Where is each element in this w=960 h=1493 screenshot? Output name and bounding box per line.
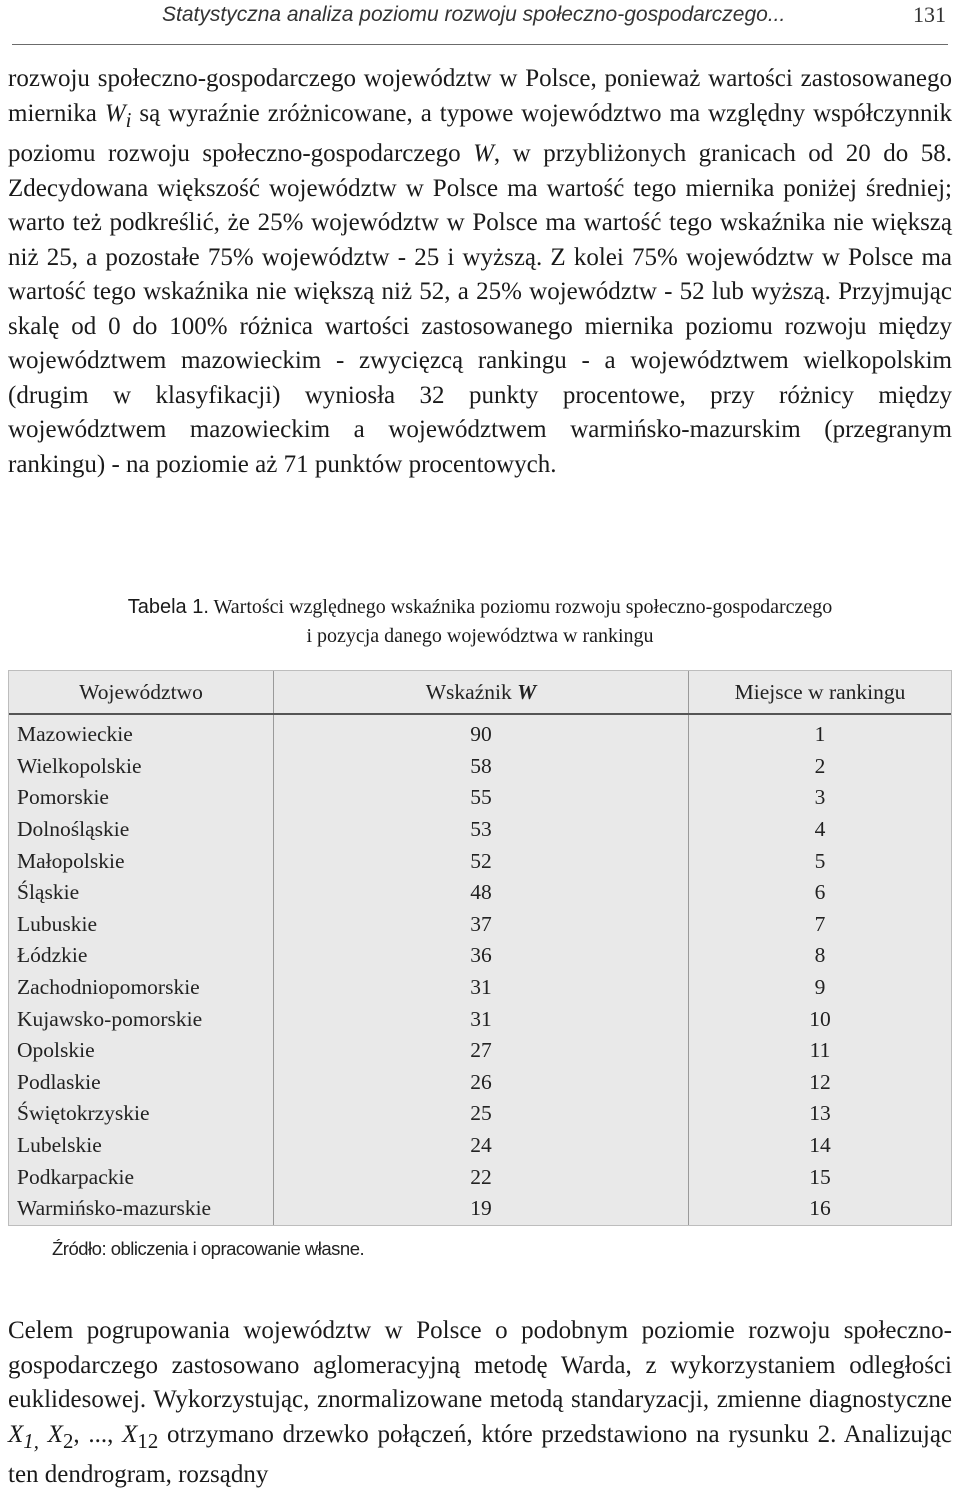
- header-indicator-label: Wskaźnik: [425, 679, 518, 704]
- cell-rank: 2: [689, 751, 952, 783]
- cell-rank: 9: [689, 972, 952, 1004]
- cell-indicator: 48: [274, 877, 689, 909]
- ranking-table: [8, 670, 952, 1226]
- cell-rank: 13: [689, 1098, 952, 1130]
- table-row: [9, 877, 951, 909]
- cell-indicator: 55: [274, 782, 689, 814]
- cell-indicator: 26: [274, 1067, 689, 1099]
- paragraph-text: są wyraźnie zróżnicowane, a typowe województwo ma względny współczynnik poziomu rozwoju społeczno-gospodarczego: [8, 99, 952, 167]
- cell-rank: 1: [689, 714, 952, 751]
- cell-voivodeship: Zachodniopomorskie: [17, 975, 200, 1000]
- cell-voivodeship: Pomorskie: [17, 785, 109, 810]
- cell-voivodeship: Śląskie: [17, 880, 80, 905]
- cell-voivodeship: Małopolskie: [17, 848, 125, 873]
- cell-voivodeship: Lubuskie: [17, 911, 98, 936]
- table-row: [9, 940, 951, 972]
- cell-rank: 10: [689, 1003, 952, 1035]
- paragraph-text: otrzymano drzewko połączeń, które przedstawiono na rysunku 2. Analizując ten dendrogram, rozsądny: [8, 1420, 953, 1488]
- cell-voivodeship: Warmińsko-mazurskie: [17, 1196, 212, 1221]
- cell-voivodeship: Podlaskie: [17, 1069, 101, 1094]
- paragraph-text: , w przybliżonych granicach od 20 do 58. Zdecydowana większość województw w Polsce ma wartość tego miernika poniżej średniej; warto też podkreślić, że 25% województw w Polsce ma wartość tego wskaźnika nie większą niż 25, a pozostałe 75% województw - 25 i wyższą. Z kolei 75% województw w Polsce ma wartość tego wskaźnika nie większą niż 52, a 25% województw - 52 lub wyższą. Przyjmując skalę od 0 do 100% różnica wartości zastosowanego miernika poziomu rozwoju między województwem mazowieckim - zwycięzcą rankingu - a województwem wielkopolskim (drugim w klasyfikacji) wyniosła 32 punkty procentowe, przy różnicy między województwem mazowieckim a województwem warmińsko-mazurskim (przegranym rankingu) - na poziomie aż 71 punktów procentowych.: [8, 140, 953, 478]
- variable-x: X: [47, 1420, 63, 1448]
- cell-indicator: 31: [274, 1003, 689, 1035]
- cell-voivodeship: Świętokrzyskie: [17, 1101, 150, 1126]
- cell-rank: 3: [689, 782, 952, 814]
- body-paragraph-1: [8, 62, 952, 482]
- cell-rank: 4: [689, 814, 952, 846]
- table-row: [9, 972, 951, 1004]
- table-row: [9, 1193, 951, 1225]
- separator: , ...,: [73, 1420, 123, 1448]
- table-row: [9, 909, 951, 941]
- cell-indicator: 37: [274, 909, 689, 941]
- table-row: [9, 782, 951, 814]
- cell-rank: 6: [689, 877, 952, 909]
- cell-indicator: 90: [274, 714, 689, 751]
- cell-rank: 14: [689, 1130, 952, 1162]
- subscript-i: i: [125, 107, 132, 132]
- cell-indicator: 25: [274, 1098, 689, 1130]
- cell-indicator: 24: [274, 1130, 689, 1162]
- cell-rank: 16: [689, 1193, 952, 1225]
- header-rank: Miejsce w rankingu: [689, 671, 952, 714]
- cell-indicator: 52: [274, 845, 689, 877]
- running-header: [12, 0, 948, 45]
- table-row: [9, 1067, 951, 1099]
- table-row: [9, 714, 951, 751]
- ranking-table-grid: [9, 671, 951, 1225]
- cell-indicator: 58: [274, 751, 689, 783]
- table-label: Tabela 1.: [127, 596, 209, 618]
- header-indicator: [274, 671, 689, 714]
- subscript: 2: [62, 1428, 74, 1453]
- cell-indicator: 22: [274, 1161, 689, 1193]
- table-row: [9, 1161, 951, 1193]
- separator: [39, 1421, 48, 1448]
- paragraph-text: Celem pogrupowania województw w Polsce o podobnym poziomie rozwoju społeczno-gospodarczego zastosowano aglomeracyjną metodę Warda, z wykorzystaniem odległości euklidesowej. Wykorzystując, znormalizowane metodą standaryzacji, zmienne diagnostyczne: [8, 1317, 952, 1413]
- cell-rank: 11: [689, 1035, 952, 1067]
- cell-indicator: 27: [274, 1035, 689, 1067]
- cell-indicator: 53: [274, 814, 689, 846]
- table-row: [9, 751, 951, 783]
- cell-voivodeship: Opolskie: [17, 1038, 95, 1063]
- cell-rank: 15: [689, 1161, 952, 1193]
- caption-line-2: i pozycja danego województwa w rankingu: [306, 625, 654, 647]
- cell-voivodeship: Mazowieckie: [17, 722, 133, 747]
- table-row: [9, 1035, 951, 1067]
- cell-rank: 7: [689, 909, 952, 941]
- variable-x: X: [8, 1420, 24, 1448]
- variable-w: W: [473, 140, 494, 167]
- running-title: Statystyczna analiza poziomu rozwoju społeczno-gospodarczego...: [162, 3, 786, 26]
- page-number: 131: [913, 2, 946, 27]
- cell-voivodeship: Dolnośląskie: [17, 817, 130, 842]
- header-indicator-var: W: [517, 679, 537, 704]
- cell-rank: 8: [689, 940, 952, 972]
- variable-x: X: [122, 1420, 138, 1448]
- table-row: [9, 1098, 951, 1130]
- body-paragraph-2: [8, 1314, 952, 1493]
- table-row: [9, 814, 951, 846]
- header-voivodeship: Województwo: [9, 671, 274, 714]
- table-header-row: [9, 671, 951, 714]
- cell-rank: 5: [689, 845, 952, 877]
- cell-indicator: 31: [274, 972, 689, 1004]
- table-row: [9, 845, 951, 877]
- variable-w: W: [104, 99, 126, 127]
- cell-indicator: 19: [274, 1193, 689, 1225]
- cell-voivodeship: Lubelskie: [17, 1133, 102, 1158]
- subscript: 1,: [23, 1428, 39, 1453]
- cell-voivodeship: Wielkopolskie: [17, 753, 142, 778]
- paragraph-text: rozwoju społeczno-gospodarczego województw w Polsce, ponieważ wartości zastosowanego miernika: [8, 65, 952, 127]
- caption-line-1: Wartości względnego wskaźnika poziomu rozwoju społeczno-gospodarczego: [208, 596, 833, 618]
- cell-voivodeship: Łódzkie: [17, 943, 88, 968]
- table-row: [9, 1003, 951, 1035]
- cell-indicator: 36: [274, 940, 689, 972]
- table-row: [9, 1130, 951, 1162]
- subscript: 12: [137, 1428, 159, 1453]
- cell-voivodeship: Kujawsko-pomorskie: [17, 1006, 203, 1031]
- table-caption: [40, 593, 920, 651]
- table-source-note: Źródło: obliczenia i opracowanie własne.: [52, 1238, 365, 1259]
- cell-voivodeship: Podkarpackie: [17, 1164, 135, 1189]
- cell-rank: 12: [689, 1067, 952, 1099]
